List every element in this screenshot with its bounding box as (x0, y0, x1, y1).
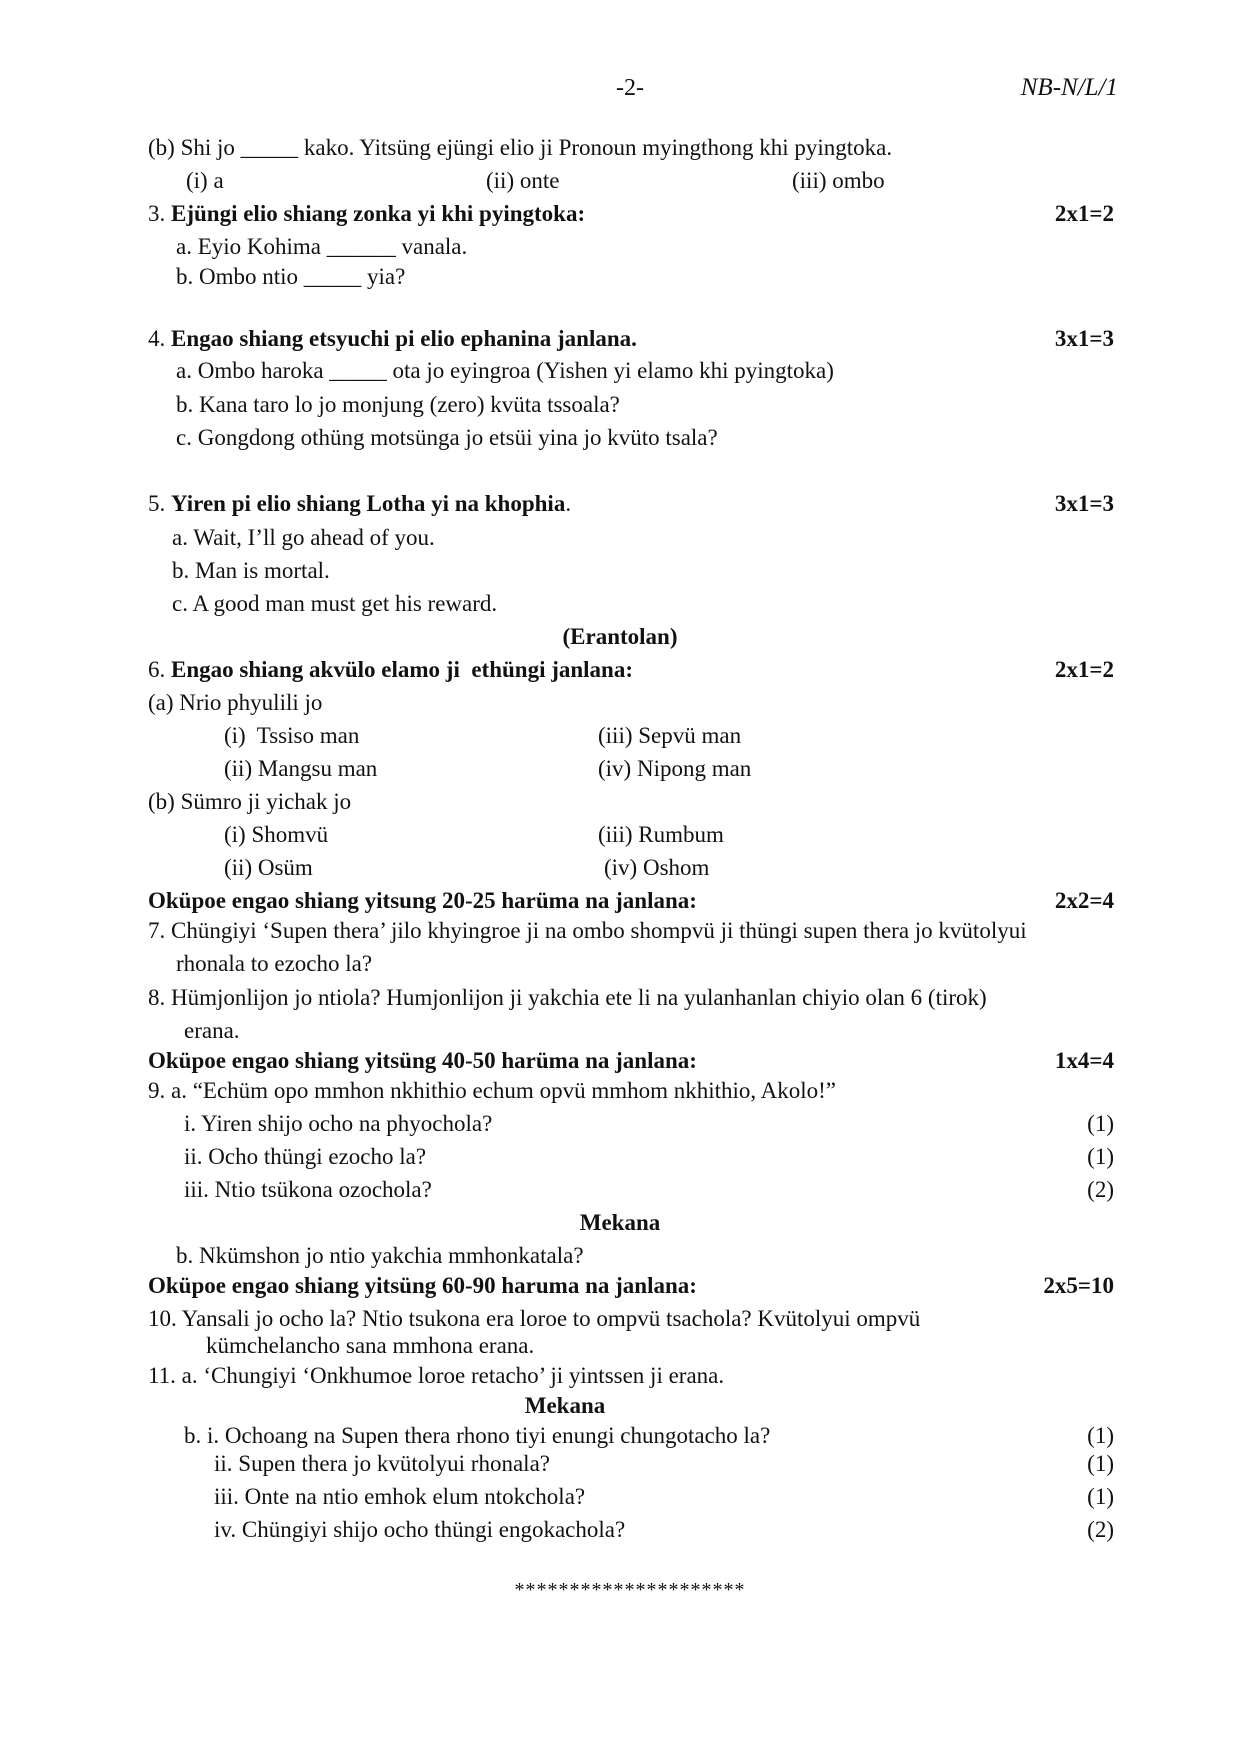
q3-marks: 2x1=2 (1054, 201, 1114, 226)
q11a-text: 11. a. ‘Chungiyi ‘Onkhumoe loroe retacho’ ji yintssen ji erana. (148, 1363, 725, 1388)
q5-marks: 3x1=3 (1054, 491, 1114, 516)
q5-item-a: a. Wait, I’ll go ahead of you. (172, 525, 435, 550)
q5-heading (148, 490, 571, 518)
q11b-sub-iii: iii. Onte na ntio emhok elum ntokchola? (214, 1484, 586, 1509)
q6a-option: (iv) Nipong man (598, 756, 752, 781)
q9a-sub-iii: iii. Ntio tsükona ozochola? (184, 1177, 432, 1202)
q3-title: Ejüngi elio shiang zonka yi khi pyingtoka: (171, 201, 586, 226)
section-40-50-marks: 1x4=4 (1054, 1048, 1114, 1073)
q8-line-2: erana. (184, 1018, 240, 1043)
q11b-sub-ii: ii. Supen thera jo kvütolyui rhonala? (214, 1451, 550, 1476)
q4-number: 4. (148, 326, 171, 351)
q2b-text: (b) Shi jo _____ kako. Yitsüng ejüngi elio ji Pronoun myingthong khi pyingtoka. (148, 135, 893, 160)
q4-item-c: c. Gongdong othüng motsünga jo etsüi yina jo kvüto tsala? (176, 425, 718, 450)
q9a-quote: 9. a. “Echüm opo mmhon nkhithio echum opvü mmhom nkhithio, Akolo!” (148, 1078, 837, 1103)
q6b-option: (iv) Oshom (604, 855, 710, 880)
q5-item-c: c. A good man must get his reward. (172, 591, 498, 616)
q3-heading (148, 200, 585, 228)
q8-line-1: 8. Hümjonlijon jo ntiola? Humjonlijon ji yakchia ete li na yulanhanlan chiyio olan 6 (tirok) (148, 985, 987, 1010)
q9a-sub-i-marks: (1) (1087, 1111, 1114, 1136)
q6b-option: (i) Shomvü (224, 822, 329, 847)
q11b-sub-i-marks: (1) (1087, 1423, 1114, 1448)
q6a-option: (iii) Sepvü man (598, 723, 742, 748)
q6-heading (148, 656, 633, 684)
q4-title: Engao shiang etsyuchi pi elio ephanina janlana. (171, 326, 637, 351)
q6-number: 6. (148, 657, 171, 682)
section-60-90-title: Oküpoe engao shiang yitsüng 60-90 haruma na janlana: (148, 1273, 697, 1298)
q5-title: Yiren pi elio shiang Lotha yi na khophia (171, 491, 566, 516)
q11b-sub-iv-marks: (2) (1087, 1517, 1114, 1542)
q9a-sub-i: i. Yiren shijo ocho na phyochola? (184, 1111, 493, 1136)
section-erantolan: (Erantolan) (562, 624, 678, 649)
q4-item-b: b. Kana taro lo jo monjung (zero) kvüta tssoala? (176, 392, 620, 417)
q11b-sub-ii-marks: (1) (1087, 1451, 1114, 1476)
q6-title: Engao shiang akvülo elamo ji ethüngi janlana: (171, 657, 634, 682)
section-40-50-title: Oküpoe engao shiang yitsüng 40-50 harüma na janlana: (148, 1048, 697, 1073)
q6-marks: 2x1=2 (1054, 657, 1114, 682)
q11b-sub-i: b. i. Ochoang na Supen thera rhono tiyi enungi chungotacho la? (184, 1423, 771, 1448)
q9b-text: b. Nkümshon jo ntio yakchia mmhonkatala? (176, 1243, 584, 1268)
q2b-option-1: (i) a (186, 168, 224, 193)
q5-title-dot: . (565, 491, 572, 516)
q7-line-2: rhonala to ezocho la? (176, 951, 373, 976)
q3-item-a: a. Eyio Kohima ______ vanala. (176, 234, 468, 259)
q9a-sub-ii-marks: (1) (1087, 1144, 1114, 1169)
page-number: -2- (616, 75, 644, 101)
q4-heading (148, 325, 637, 353)
q10-line-2: kümchelancho sana mmhona erana. (206, 1333, 535, 1358)
end-of-paper-stars: ********************* (514, 1579, 746, 1601)
section-60-90-marks: 2x5=10 (1043, 1273, 1114, 1298)
q3-number: 3. (148, 201, 171, 226)
q3-item-b: b. Ombo ntio _____ yia? (176, 264, 406, 289)
q7-line-1: 7. Chüngiyi ‘Supen thera’ jilo khyingroe ji na ombo shompvü ji thüngi supen thera jo kvütolyui (148, 918, 1027, 943)
q6b-option: (iii) Rumbum (598, 822, 724, 847)
q10-line-1: 10. Yansali jo ocho la? Ntio tsukona era loroe to ompvü tsachola? Kvütolyui ompvü (148, 1306, 921, 1331)
q6a-label: (a) Nrio phyulili jo (148, 690, 323, 715)
q9a-sub-ii: ii. Ocho thüngi ezocho la? (184, 1144, 427, 1169)
q6a-option: (i) Tssiso man (224, 723, 360, 748)
q4-marks: 3x1=3 (1054, 326, 1114, 351)
q5-item-b: b. Man is mortal. (172, 558, 330, 583)
q6a-option: (ii) Mangsu man (224, 756, 378, 781)
section-20-25-title: Oküpoe engao shiang yitsung 20-25 harüma na janlana: (148, 888, 697, 913)
q11-or-label: Mekana (524, 1393, 606, 1418)
q2b-option-2: (ii) onte (486, 168, 560, 193)
q5-number: 5. (148, 491, 171, 516)
q9a-sub-iii-marks: (2) (1087, 1177, 1114, 1202)
section-20-25-marks: 2x2=4 (1054, 888, 1114, 913)
q2b-option-3: (iii) ombo (792, 168, 885, 193)
q6b-label: (b) Sümro ji yichak jo (148, 789, 352, 814)
q11b-sub-iv: iv. Chüngiyi shijo ocho thüngi engokachola? (214, 1517, 626, 1542)
q9-or-label: Mekana (579, 1210, 661, 1235)
q11b-sub-iii-marks: (1) (1087, 1484, 1114, 1509)
q6b-option: (ii) Osüm (224, 855, 313, 880)
q4-item-a: a. Ombo haroka _____ ota jo eyingroa (Yishen yi elamo khi pyingtoka) (176, 358, 834, 383)
document-code: NB-N/L/1 (1020, 74, 1118, 101)
